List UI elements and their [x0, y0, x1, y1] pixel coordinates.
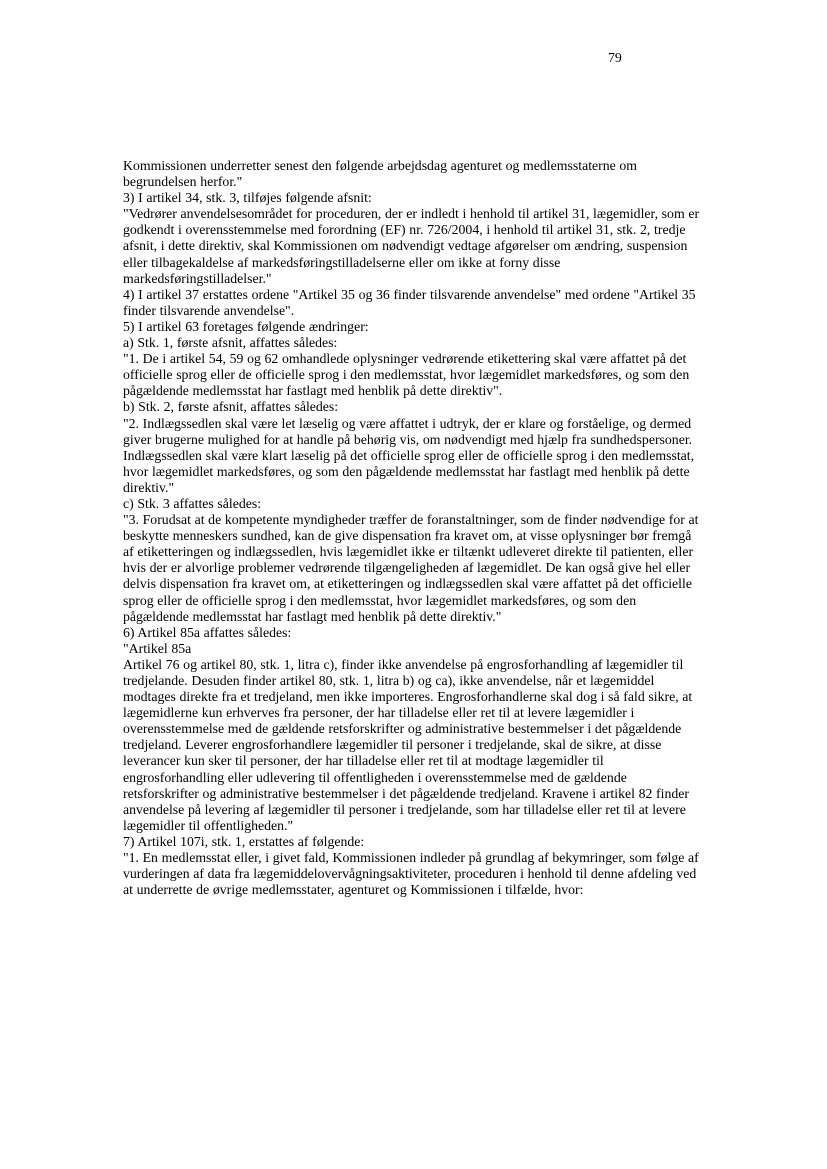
- paragraph: Artikel 76 og artikel 80, stk. 1, litra c), finder ikke anvendelse på engrosforhandling af lægemidler til tredjelande. Desuden finder artikel 80, stk. 1, litra b) og ca), ikke anvendelse, når et lægemiddel modtages direkte fra et tredjeland, men ikke importeres. Engrosforhandlerne skal dog i så fald sikre, at lægemidlerne kun erhverves fra personer, der har tilladelse eller ret til at levere lægemidler i overensstemmelse med de gældende retsforskrifter og administrative bestemmelser i det pågældende tredjeland. Leverer engrosforhandlere lægemidler til personer i tredjelande, skal de sikre, at disse leverancer kun sker til personer, der har tilladelse eller ret til at modtage lægemidler til engrosforhandling eller udlevering til offentligheden i overensstemmelse med de gældende retsforskrifter og administrative bestemmelser i det pågældende tredjeland. Kravene i artikel 82 finder anvendelse på levering af lægemidler til personer i tredjelande, som har tilladelse eller ret til at levere lægemidler til offentligheden.": [123, 656, 693, 833]
- paragraph: 3) I artikel 34, stk. 3, tilføjes følgende afsnit:: [123, 190, 372, 206]
- paragraph: "1. De i artikel 54, 59 og 62 omhandlede oplysninger vedrørende etikettering skal være affattet på det officielle sprog eller de officielle sprog i den medlemsstat, hvor lægemidlet markedsføres, og som den pågældende medlemsstat har fastlagt med henblik på dette direktiv".: [123, 351, 690, 399]
- paragraph: 4) I artikel 37 erstattes ordene "Artikel 35 og 36 finder tilsvarende anvendelse" med ordene "Artikel 35 finder tilsvarende anvendelse".: [123, 286, 696, 318]
- paragraph: "1. En medlemsstat eller, i givet fald, Kommissionen indleder på grundlag af bekymringer, som følge af vurderingen af data fra lægemiddelovervågningsaktiviteter, proceduren i henhold til denne afdeling ved at underrette de øvrige medlemsstater, agenturet og Kommissionen i tilfælde, hvor:: [123, 850, 699, 898]
- paragraph: "Vedrører anvendelsesområdet for proceduren, der er indledt i henhold til artikel 31, lægemidler, som er godkendt i overensstemmelse med forordning (EF) nr. 726/2004, i henhold til artikel 31, stk. 2, tredje afsnit, i dette direktiv, skal Kommissionen om nødvendigt vedtage afgørelser om ændring, suspension eller tilbagekaldelse af markedsføringstilladelserne eller om ikke at forny disse markedsføringstilladelser.": [123, 206, 700, 286]
- document-body: [123, 158, 703, 898]
- paragraph: Kommissionen underretter senest den følgende arbejdsdag agenturet og medlemsstaterne om begrundelsen herfor.": [123, 158, 638, 190]
- paragraph: "Artikel 85a: [123, 640, 192, 656]
- paragraph: a) Stk. 1, første afsnit, affattes således:: [123, 335, 338, 351]
- page-number: 79: [608, 50, 622, 65]
- paragraph: b) Stk. 2, første afsnit, affattes således:: [123, 399, 339, 415]
- paragraph: 7) Artikel 107i, stk. 1, erstattes af følgende:: [123, 833, 365, 849]
- paragraph: c) Stk. 3 affattes således:: [123, 495, 262, 511]
- paragraph: 5) I artikel 63 foretages følgende ændringer:: [123, 318, 369, 334]
- paragraph: "2. Indlægssedlen skal være let læselig og være affattet i udtryk, der er klare og forståelige, og dermed giver brugerne mulighed for at handle på behørig vis, om nødvendigt med hjælp fra sundhedspersoner. Indlægssedlen skal være klart læselig på det officielle sprog eller de officielle sprog i den medlemsstat, hvor lægemidlet markedsføres, og som den pågældende medlemsstat har fastlagt med henblik på dette direktiv.": [123, 415, 695, 495]
- paragraph: "3. Forudsat at de kompetente myndigheder træffer de foranstaltninger, som de finder nødvendige for at beskytte menneskers sundhed, kan de give dispensation fra kravet om, at visse oplysninger bør fremgå af etiketteringen og indlægssedlen, hvis lægemidlet ikke er tiltænkt udleveret direkte til patienten, eller hvis der er alvorlige problemer vedrørende tilgængeligheden af lægemidlet. De kan også give hel eller delvis dispensation fra kravet om, at etiketteringen og indlægssedlen skal være affattet på det officielle sprog eller de officielle sprog i den medlemsstat, hvor lægemidlet markedsføres, og som den pågældende medlemsstat har fastlagt med henblik på dette direktiv.": [123, 512, 699, 624]
- paragraph: 6) Artikel 85a affattes således:: [123, 624, 292, 640]
